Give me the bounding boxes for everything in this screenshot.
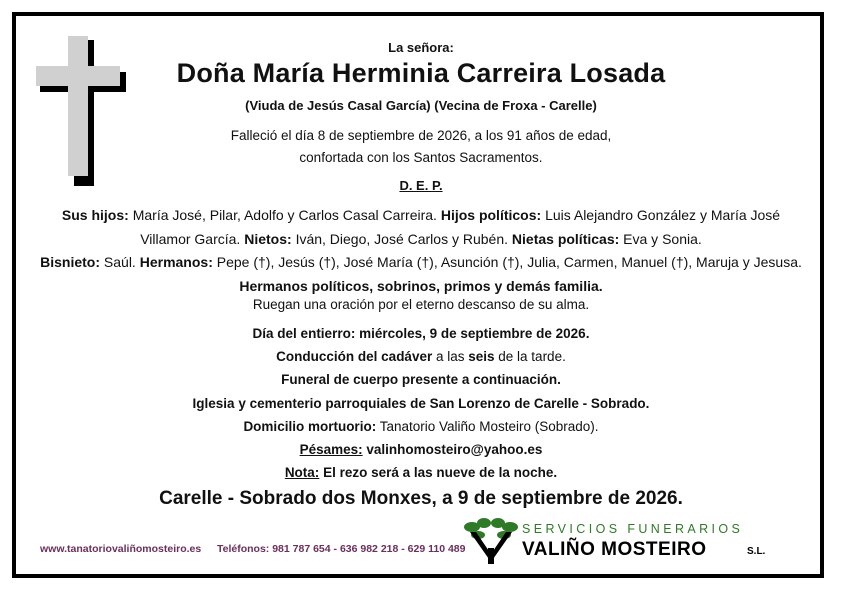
nietos-label: Nietos: [244,230,292,247]
logo-tagline: SERVICIOS FUNERARIOS [522,522,744,536]
condolences-email: valinhomosteiro@yahoo.es [362,442,543,458]
hijos-politicos-label: Hijos políticos: [440,207,542,223]
domicile-line [0,415,842,438]
other-family: Hermanos políticos, sobrinos, primos y demás familia. [239,277,603,294]
deceased-name: Doña María Herminia Carreira Losada [176,58,666,88]
logo-suffix: S.L. [747,546,766,557]
death-line-2: confortada con los Santos Sacramentos. [299,150,543,165]
nietas-politicas-text: Eva y Sonia. [623,230,702,247]
note-text: El rezo será a las nueve de la noche. [319,465,558,481]
hijos-label: Sus hijos: [61,207,129,223]
dep-label: D. E. P. [399,178,443,193]
domicile-label: Domicilio mortuorio: [243,418,377,434]
hermanos-text: Pepe (†), Jesús (†), José María (†), Asunción (†), Julia, Carmen, Manuel (†), Maruja y Jesusa. [216,254,802,270]
prayer-request: Ruegan una oración por el eterno descanso de su alma. [252,297,590,312]
burial-day: Día del entierro: miércoles, 9 de septiembre de 2026. [252,326,590,341]
company-logo [462,518,812,566]
nietos-text: Iván, Diego, José Carlos y Rubén. [295,230,509,247]
note-label: Nota: [284,465,320,481]
note-line [0,461,842,484]
conduction-hour: seis [468,349,495,365]
domicile-text: Tanatorio Valiño Mosteiro (Sobrado). [376,418,599,434]
conduction-text-2: de la tarde. [494,349,566,365]
death-statement [0,125,842,169]
hijos-politicos-text: Luis Alejandro González y María José Villamor García. [140,207,781,247]
condolences-label: Pésames: [299,442,363,458]
condolences-line [0,438,842,461]
funeral-details [0,322,842,484]
nietas-politicas-label: Nietas políticas: [511,230,620,247]
conduction-line [0,345,842,368]
logo-name: VALIÑO MOSTEIRO [522,539,707,560]
hermanos-label: Hermanos: [139,254,213,270]
bisnieto-label: Bisnieto: [40,254,101,270]
conduction-bold: Conducción del cadáver [276,349,433,365]
death-line-1: Falleció el día 8 de septiembre de 2026, a los 91 años de edad, [230,128,612,143]
conduction-text-1: a las [432,349,469,365]
bisnieto-text: Saúl. [103,254,136,270]
place-date: Carelle - Sobrado dos Monxes, a 9 de septiembre de 2026. [159,488,683,509]
intro-label: La señora: [388,40,454,55]
family-paragraph [40,204,802,298]
tree-logo-icon [462,518,520,566]
funeral-line: Funeral de cuerpo presente a continuación. [281,372,561,388]
website-link[interactable]: www.tanatoriovaliñomosteiro.es [40,543,202,555]
deceased-subtitle: (Viuda de Jesús Casal García) (Vecina de Froxa - Carelle) [245,98,597,113]
hijos-text: María José, Pilar, Adolfo y Carlos Casal Carreira. [132,207,437,223]
phone-numbers: Teléfonos: 981 787 654 - 636 982 218 - 629 110 489 [217,543,466,555]
church-line: Iglesia y cementerio parroquiales de San Lorenzo de Carelle - Sobrado. [192,395,650,411]
